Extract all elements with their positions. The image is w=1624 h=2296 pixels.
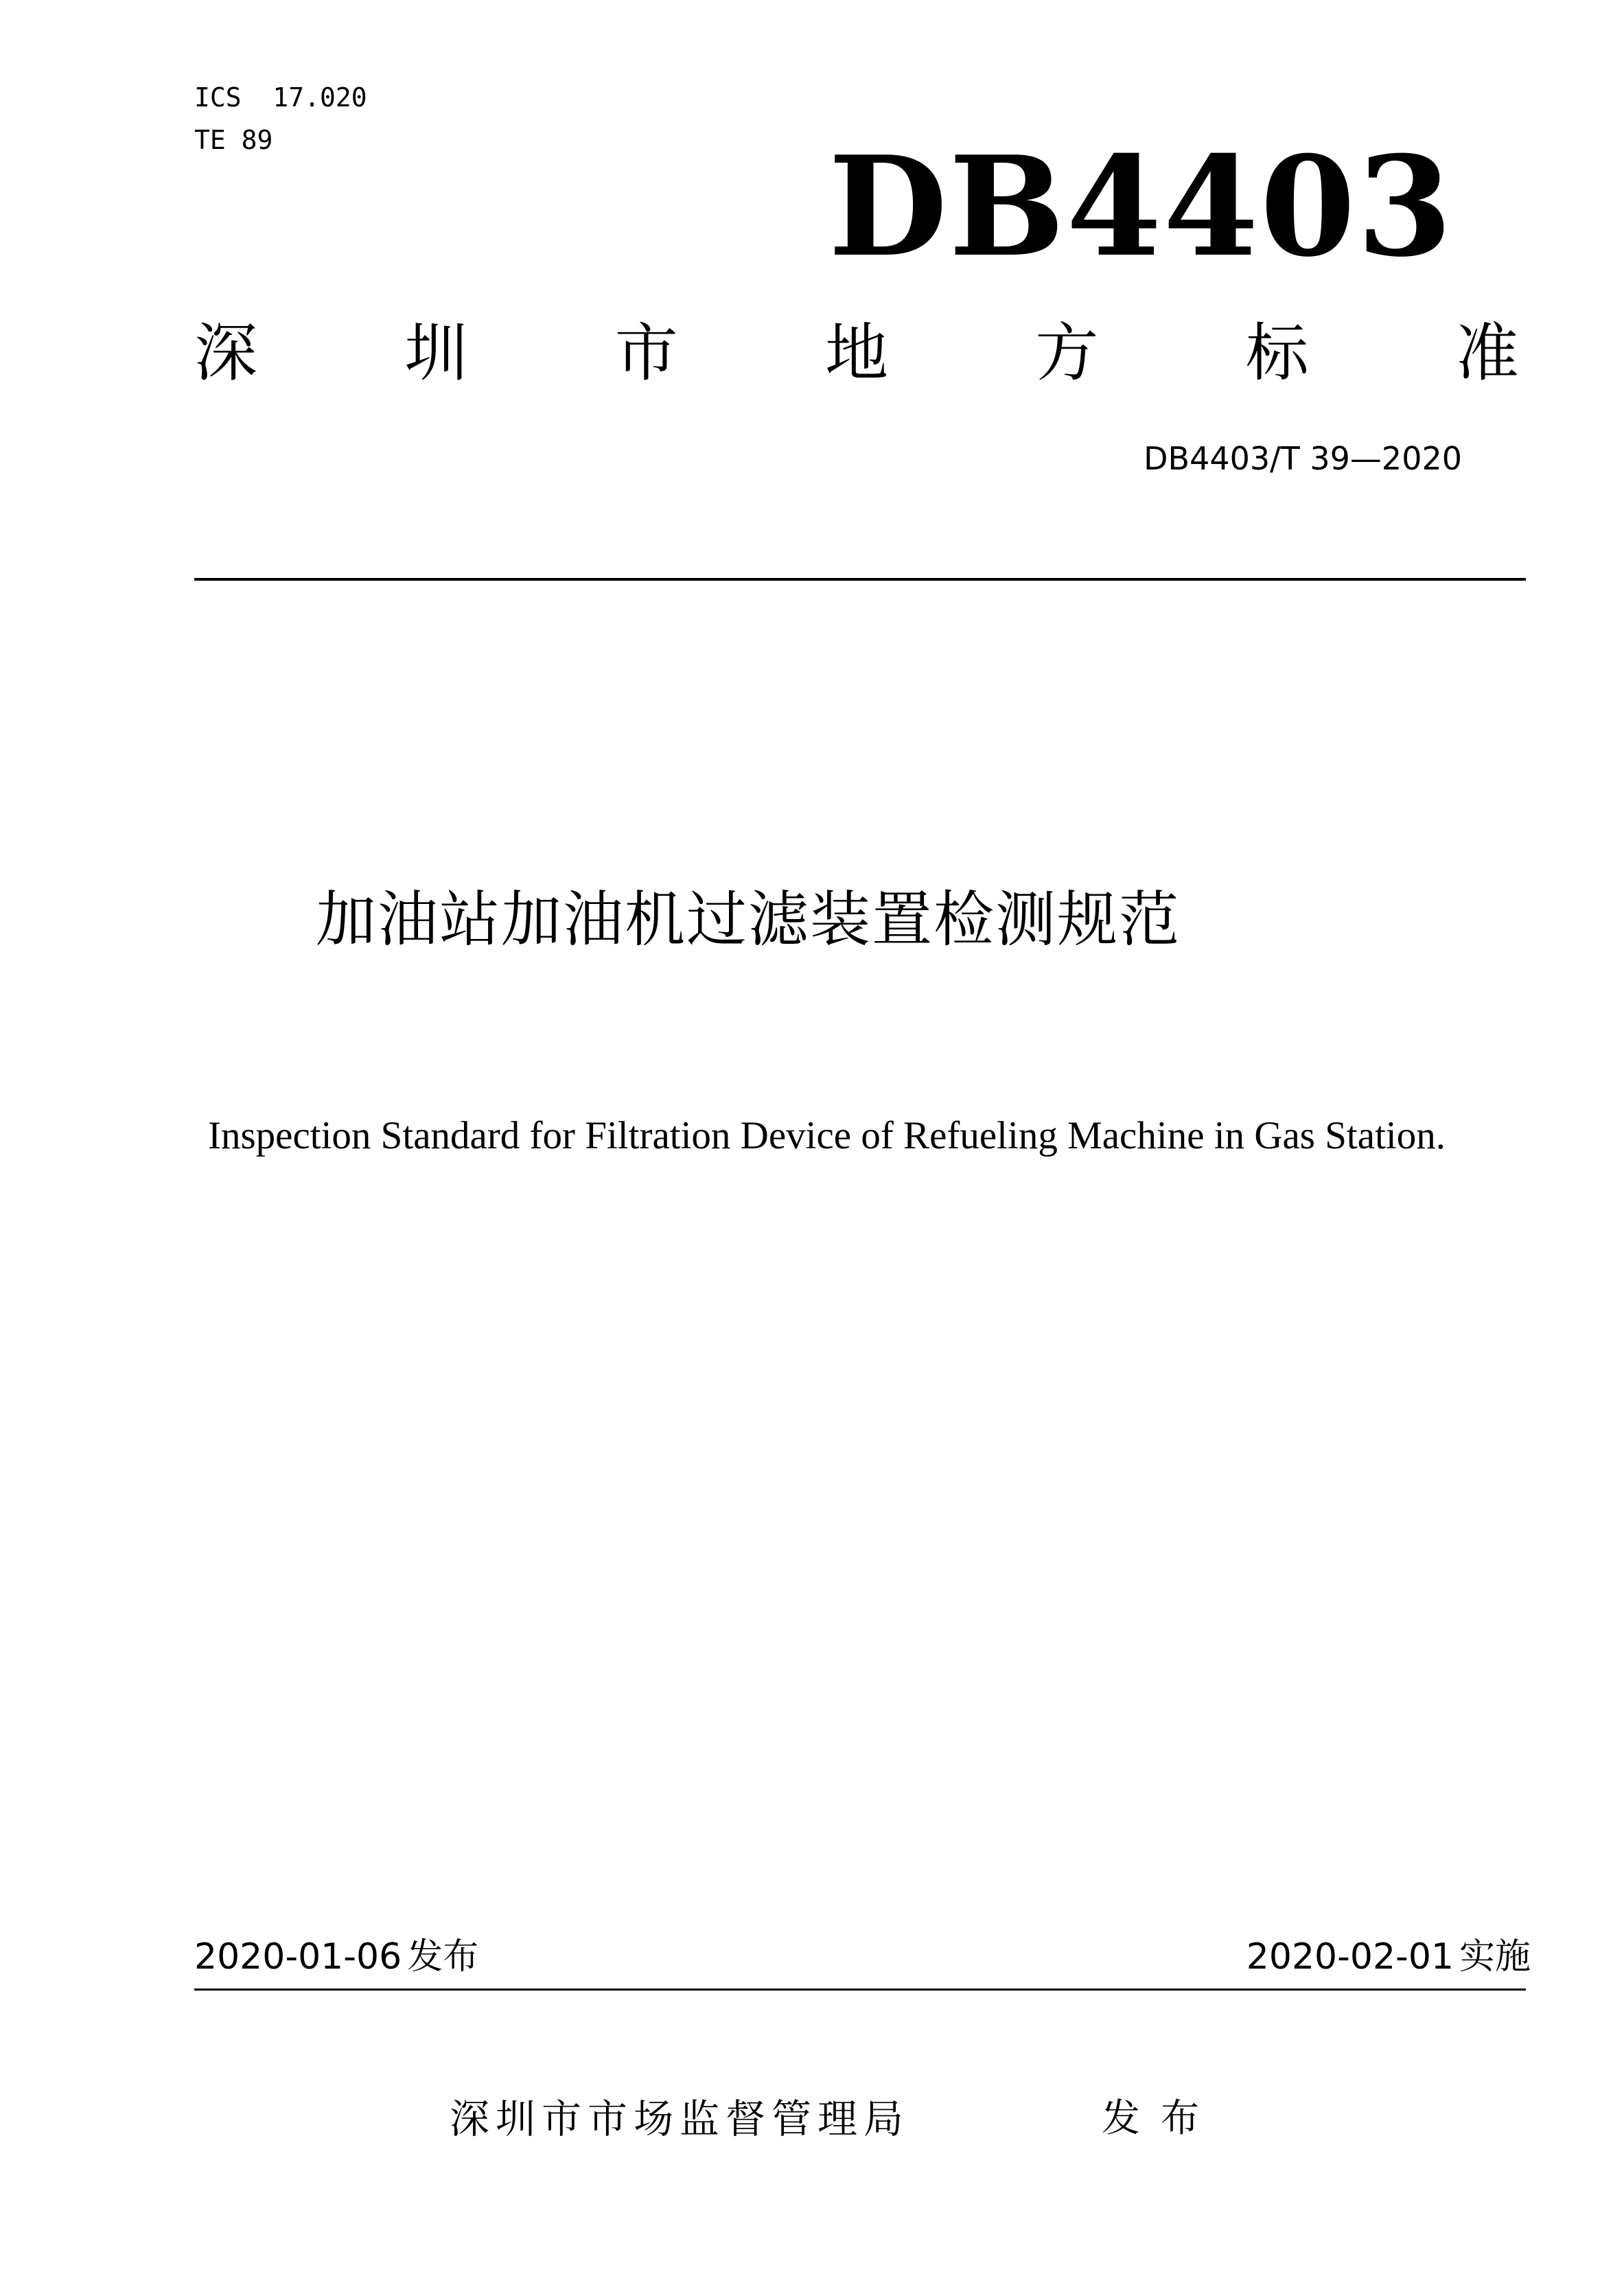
standard-type-char: 圳 bbox=[404, 316, 468, 390]
standard-type-char: 深 bbox=[194, 316, 258, 390]
ccs-classification: TE 89 bbox=[194, 125, 273, 155]
standard-type-char: 市 bbox=[614, 316, 678, 390]
implement-date: 2020-02-01 bbox=[1246, 1936, 1454, 1978]
issuing-authority: 深圳市市场监督管理局 bbox=[450, 2096, 910, 2142]
publish-label: 发布 bbox=[407, 1936, 479, 1978]
header-divider bbox=[194, 578, 1526, 581]
standard-number: DB4403/T 39—2020 bbox=[1144, 440, 1462, 477]
date-divider bbox=[194, 1988, 1526, 1991]
standard-type-char: 标 bbox=[1245, 316, 1309, 390]
ics-classification: ICS 17.020 bbox=[194, 82, 367, 113]
standard-type-char: 地 bbox=[824, 316, 888, 390]
publish-date: 2020-01-06 bbox=[194, 1936, 402, 1978]
title-english: Inspection Standard for Filtration Device of Refueling Machine in Gas Station. bbox=[208, 1114, 1446, 1157]
title-chinese: 加油站加油机过滤装置检测规范 bbox=[316, 884, 1181, 955]
standard-type-char: 方 bbox=[1035, 316, 1099, 390]
issue-label: 发布 bbox=[1102, 2096, 1220, 2141]
standard-type bbox=[194, 316, 1519, 391]
publish-date-row bbox=[194, 1934, 478, 1980]
implement-label: 实施 bbox=[1459, 1936, 1531, 1978]
implement-date-row bbox=[1246, 1934, 1531, 1980]
db-code-mark: DB4403 bbox=[828, 126, 1454, 288]
standard-type-char: 准 bbox=[1455, 316, 1519, 390]
